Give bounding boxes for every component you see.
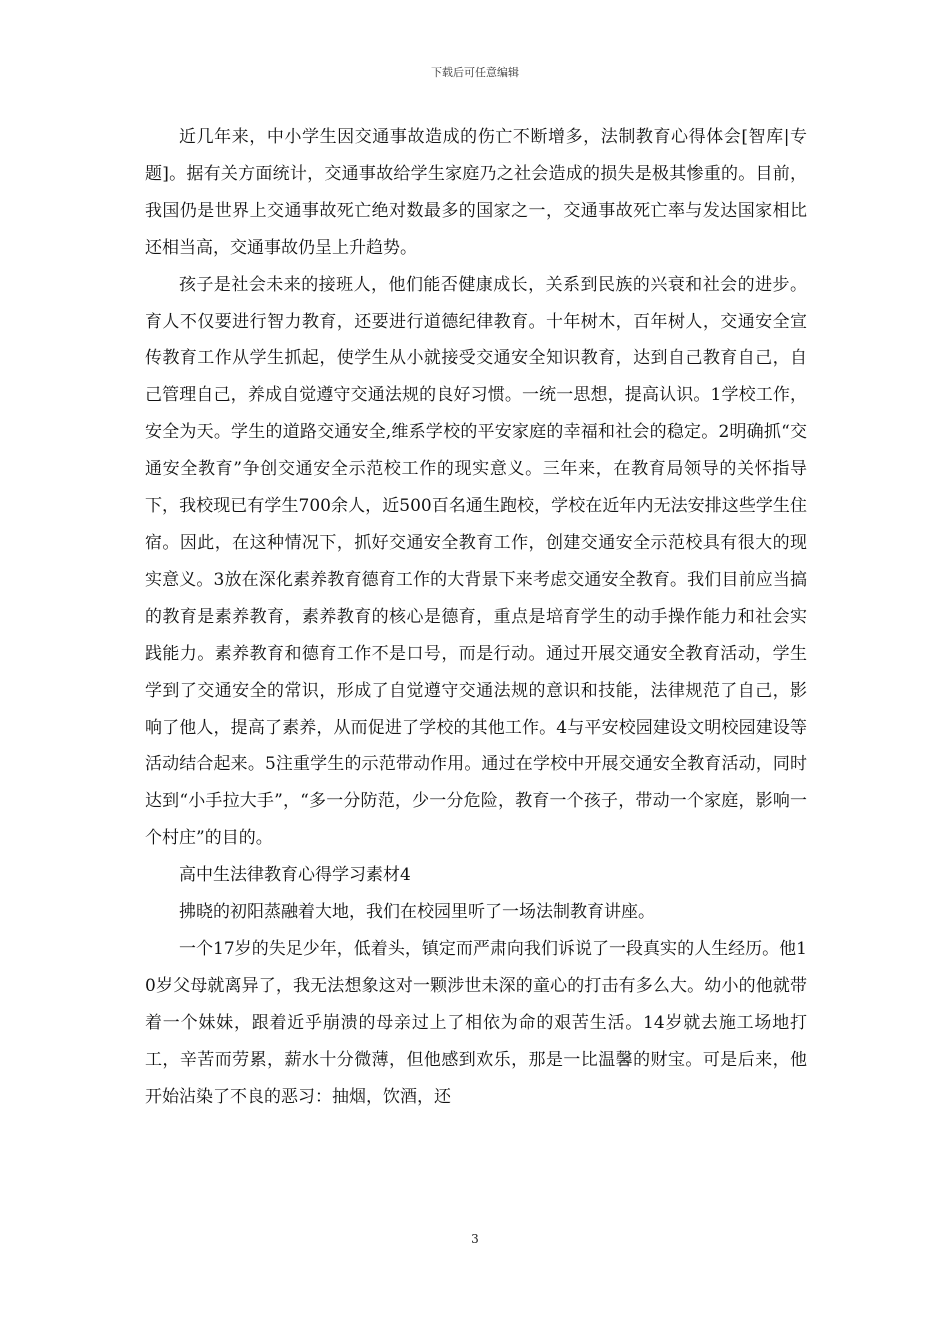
paragraph: 一个17岁的失足少年，低着头，镇定而严肃向我们诉说了一段真实的人生经历。他10岁父母就离异了，我无法想象这对一颗涉世未深的童心的打击有多么大。幼小的他就带着一个妹妹，跟着近乎崩溃的母亲过上了相依为命的艰苦生活。14岁就去施工场地打工，辛苦而劳累，薪水十分微薄，但他感到欢乐，那是一比温馨的财宝。可是后来，他开始沾染了不良的恶习：抽烟，饮酒，还 [145, 938, 807, 1107]
paragraph: 孩子是社会未来的接班人，他们能否健康成长，关系到民族的兴衰和社会的进步。育人不仅要进行智力教育，还要进行道德纪律教育。十年树木，百年树人，交通安全宣传教育工作从学生抓起，使学生从小就接受交通安全知识教育，达到自己教育自己，自己管理自己，养成自觉遵守交通法规的良好习惯。一统一思想，提高认识。1学校工作，安全为天。学生的道路交通安全,维系学校的平安家庭的幸福和社会的稳定。2明确抓“交通安全教育”争创交通安全示范校工作的现实意义。三年来，在教育局领导的关怀指导下，我校现已有学生700余人，近500百名通生跑校，学校在近年内无法安排这些学生住宿。因此，在这种情况下，抓好交通安全教育工作，创建交通安全示范校具有很大的现实意义。3放在深化素养教育德育工作的大背景下来考虑交通安全教育。我们目前应当搞的教育是素养教育，素养教育的核心是德育，重点是培育学生的动手操作能力和社会实践能力。素养教育和德育工作不是口号，而是行动。通过开展交通安全教育活动，学生学到了交通安全的常识，形成了自觉遵守交通法规的意识和技能，法律规范了自己，影响了他人，提高了素养，从而促进了学校的其他工作。4与平安校园建设文明校园建设等活动结合起来。5注重学生的示范带动作用。通过在学校中开展交通安全教育活动，同时达到“小手拉大手”，“多一分防范，少一分危险，教育一个孩子，带动一个家庭，影响一个村庄”的目的。 [145, 274, 807, 849]
document-body [145, 119, 807, 1115]
paragraph: 近几年来，中小学生因交通事故造成的伤亡不断增多，法制教育心得体会[智库|专题]。据有关方面统计，交通事故给学生家庭乃之社会造成的损失是极其惨重的。目前，我国仍是世界上交通事故死亡绝对数最多的国家之一，交通事故死亡率与发达国家相比还相当高，交通事故仍呈上升趋势。 [145, 127, 807, 258]
paragraph: 拂晓的初阳蒸融着大地，我们在校园里听了一场法制教育讲座。 [179, 902, 655, 923]
section-heading: 高中生法律教育心得学习素材4 [179, 865, 411, 886]
page-header: 下载后可任意编辑 [431, 66, 519, 79]
page-number: 3 [471, 1232, 479, 1246]
